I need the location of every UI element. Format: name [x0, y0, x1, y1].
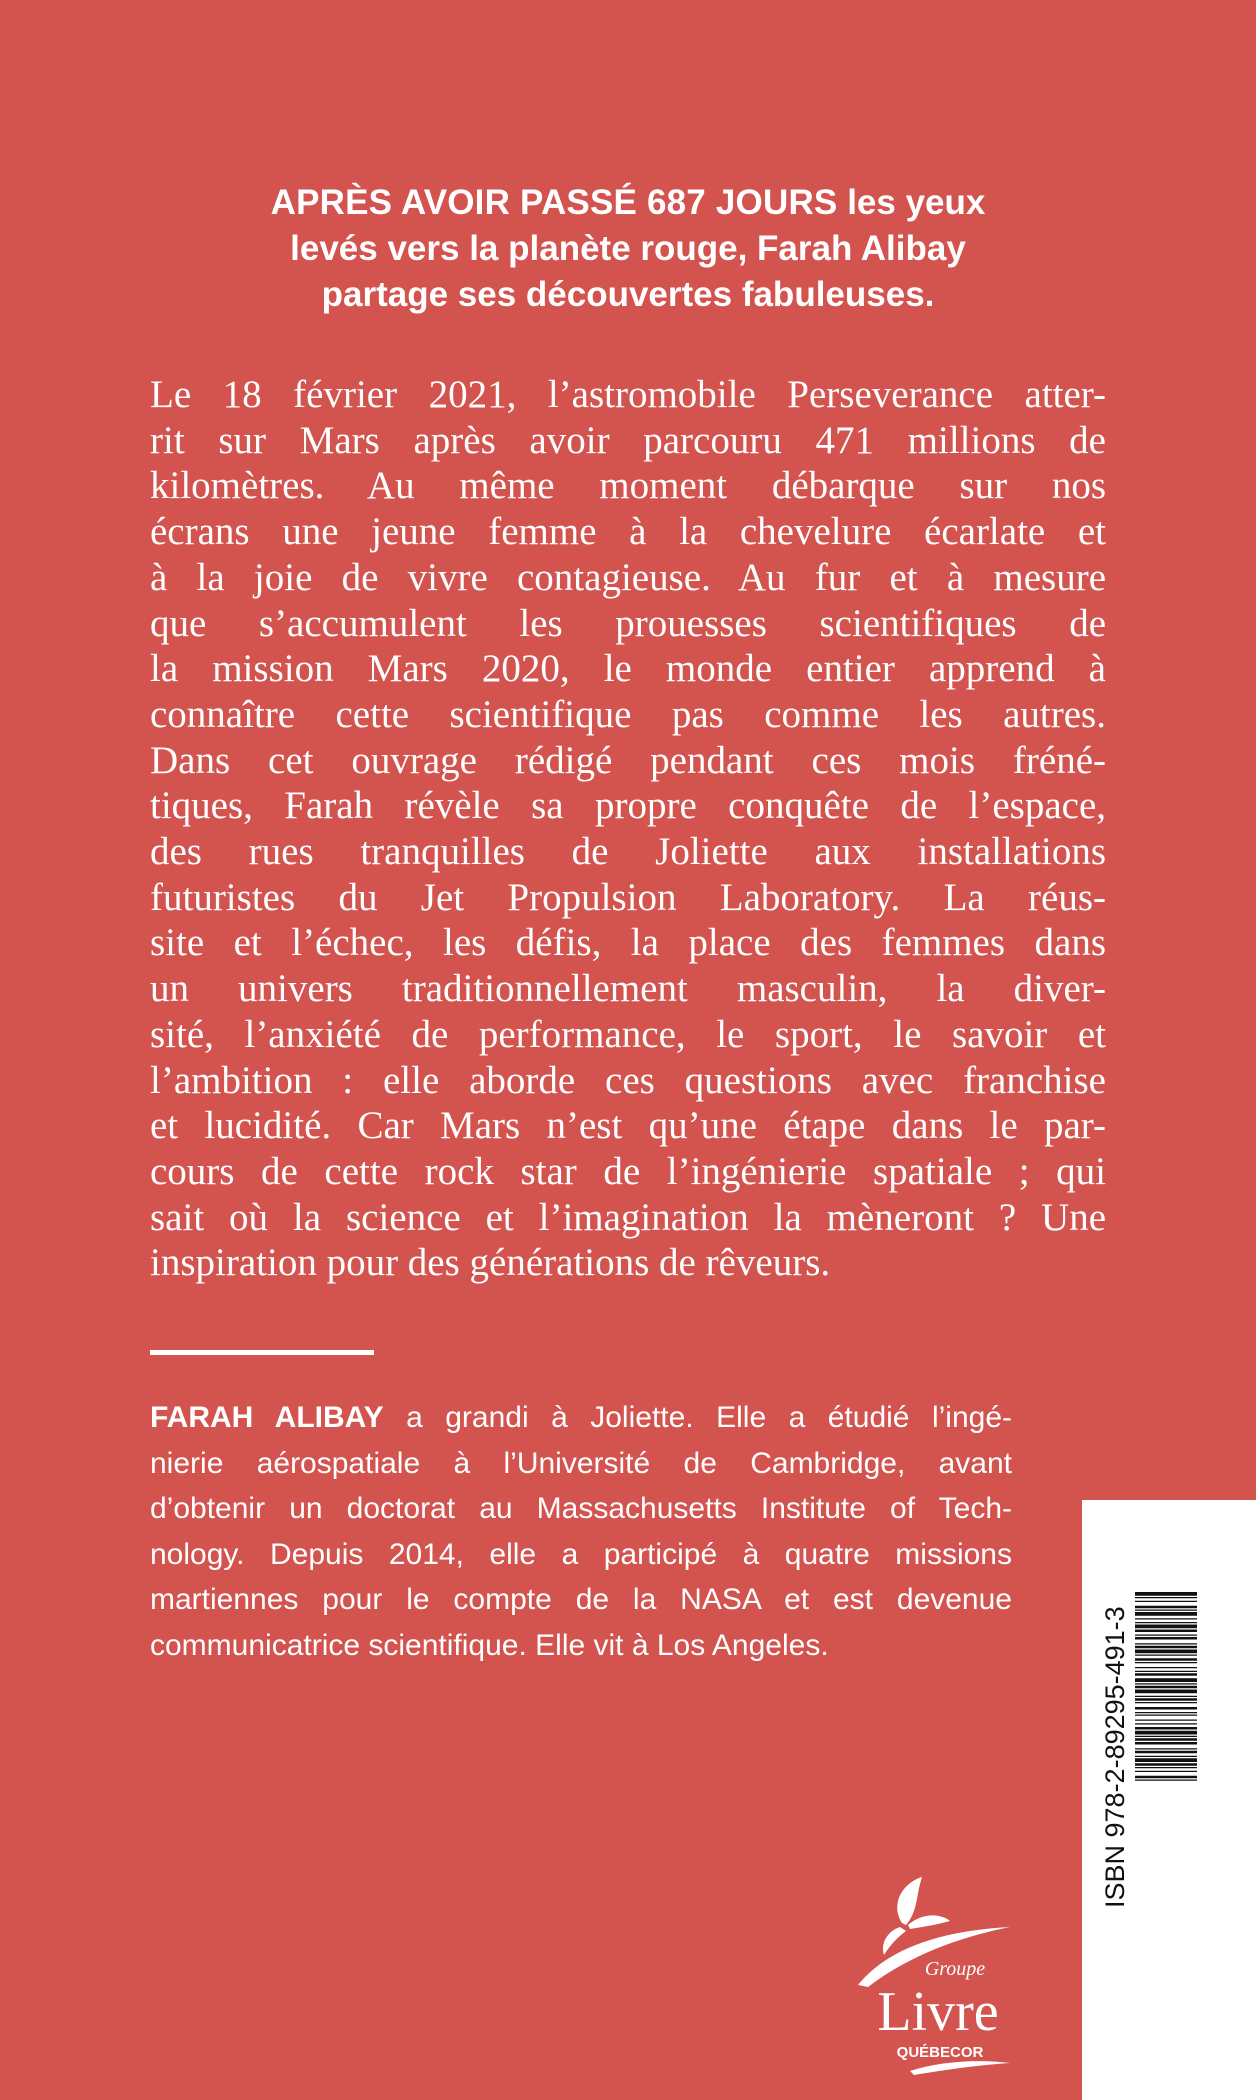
bio-line: nology. Depuis 2014, elle a participé à quatre missions [150, 1537, 1012, 1571]
bio-line: martiennes pour le compte de la NASA et est devenue [150, 1583, 1012, 1616]
book-description [150, 372, 1106, 1286]
description-line: écrans une jeune femme à la chevelure écarlate et [150, 510, 1106, 554]
description-line: futuristes du Jet Propulsion Laboratory. La réus- [150, 875, 1106, 919]
barcode-bar [1135, 1738, 1197, 1741]
publisher-logo [850, 1875, 1020, 2080]
description-line: site et l’échec, les défis, la place des femmes dans [150, 921, 1106, 965]
barcode-bar [1135, 1635, 1197, 1636]
barcode-bar [1135, 1650, 1197, 1654]
barcode-bar [1135, 1698, 1197, 1701]
tagline-caps: APRÈS AVOIR PASSÉ 687 JOURS [270, 183, 838, 222]
barcode-bar [1135, 1748, 1197, 1749]
bio-line-1-rest: a grandi à Joliette. Elle a étudié l’ingé- [383, 1401, 1012, 1434]
tagline-line-2: levés vers la planète rouge, Farah Alibay [290, 229, 966, 268]
barcode-bar [1135, 1622, 1197, 1623]
barcode-bar [1135, 1742, 1197, 1745]
barcode-bar [1135, 1756, 1197, 1757]
barcode-bar [1135, 1612, 1197, 1616]
description-line: kilomètres. Au même moment débarque sur nos [150, 464, 1106, 508]
logo-quebecor: QUÉBECOR [896, 2044, 984, 2061]
description-line: un univers traditionnellement masculin, la diver- [150, 967, 1106, 1011]
barcode-bar [1135, 1763, 1197, 1766]
barcode-bar [1135, 1712, 1197, 1713]
logo-underline-swoosh [910, 2061, 1010, 2075]
author-name: FARAH ALIBAY [150, 1401, 384, 1434]
description-line: que s’accumulent les prouesses scientifiques de [150, 601, 1106, 645]
barcode-bar [1135, 1731, 1197, 1735]
barcode-bar [1135, 1671, 1197, 1672]
description-line: rit sur Mars après avoir parcouru 471 millions de [150, 418, 1106, 462]
bio-line: d’obtenir un doctorat au Massachusetts Institute of Tech- [150, 1492, 1012, 1525]
barcode-bar [1135, 1686, 1197, 1689]
barcode-bar [1135, 1727, 1197, 1730]
barcode-bar [1135, 1601, 1197, 1602]
barcode-bar [1135, 1673, 1197, 1676]
bio-line: nierie aérospatiale à l’Université de Cambridge, avant [150, 1446, 1012, 1480]
barcode-bar [1135, 1771, 1197, 1772]
tagline-line-3: partage ses découvertes fabuleuses. [321, 275, 935, 314]
barcode-bar [1135, 1702, 1197, 1703]
logo-livre: Livre [877, 1981, 999, 2043]
barcode-bar [1135, 1658, 1197, 1661]
barcode-bar [1135, 1597, 1197, 1598]
barcode-bar [1135, 1655, 1197, 1656]
tagline-line-1 [150, 180, 1106, 226]
section-divider [150, 1350, 374, 1355]
tagline [150, 180, 1106, 318]
isbn-label: ISBN 978-2-89295-491-3 [1100, 1606, 1130, 1908]
author-bio [150, 1395, 1012, 1668]
bio-line: communicatrice scientifique. Elle vit à Los Angeles. [150, 1628, 829, 1662]
barcode-bar [1135, 1723, 1197, 1724]
barcode-bar [1135, 1780, 1197, 1781]
description-line: connaître cette scientifique pas comme les autres. [150, 692, 1106, 736]
description-line: à la joie de vivre contagieuse. Au fur et à mesure [150, 555, 1106, 599]
barcode-bar [1135, 1606, 1197, 1609]
description-line: Le 18 février 2021, l’astromobile Perseverance atter- [150, 373, 1106, 416]
tagline-line-1-rest: les yeux [837, 183, 986, 222]
barcode-bar [1135, 1662, 1197, 1663]
barcode-bar [1135, 1707, 1197, 1710]
barcode-bar [1135, 1776, 1197, 1779]
barcode-bar [1135, 1690, 1197, 1694]
barcode-bar [1135, 1720, 1197, 1721]
description-line: des rues tranquilles de Joliette aux installations [150, 830, 1106, 874]
description-line: tiques, Farah révèle sa propre conquête de l’espace, [150, 784, 1106, 828]
barcode-bar [1135, 1625, 1197, 1629]
bio-line [150, 1395, 1012, 1441]
barcode [1135, 1592, 1197, 1922]
logo-groupe: Groupe [924, 1958, 986, 1980]
barcode-bar [1135, 1751, 1197, 1754]
description-line: et lucidité. Car Mars n’est qu’une étape dans le par- [150, 1104, 1106, 1148]
barcode-bar [1135, 1643, 1197, 1644]
barcode-bar [1135, 1592, 1197, 1596]
barcode-bar [1135, 1637, 1197, 1640]
barcode-bar [1135, 1646, 1197, 1649]
barcode-bar [1135, 1610, 1197, 1611]
description-line: sait où la science et l’imagination la mèneront ? Une [150, 1195, 1106, 1239]
description-line: l’ambition : elle aborde ces questions avec franchise [150, 1058, 1106, 1102]
description-line: la mission Mars 2020, le monde entier apprend à [150, 647, 1106, 691]
barcode-bar [1135, 1715, 1197, 1716]
barcode-bar [1135, 1767, 1197, 1768]
barcode-bar [1135, 1678, 1197, 1682]
barcode-bar [1135, 1667, 1197, 1668]
description-line: Dans cet ouvrage rédigé pendant ces mois fréné- [150, 738, 1106, 782]
description-line: sité, l’anxiété de performance, le sport, le savoir et [150, 1012, 1106, 1056]
barcode-bar [1135, 1618, 1197, 1619]
barcode-bar [1135, 1630, 1197, 1633]
barcode-bar [1135, 1683, 1197, 1684]
description-line: cours de cette rock star de l’ingénierie spatiale ; qui [150, 1149, 1106, 1193]
barcode-bar [1135, 1736, 1197, 1737]
description-line: inspiration pour des générations de rêveurs. [150, 1241, 831, 1285]
barcode-bar [1135, 1696, 1197, 1697]
barcode-bar [1135, 1758, 1197, 1762]
